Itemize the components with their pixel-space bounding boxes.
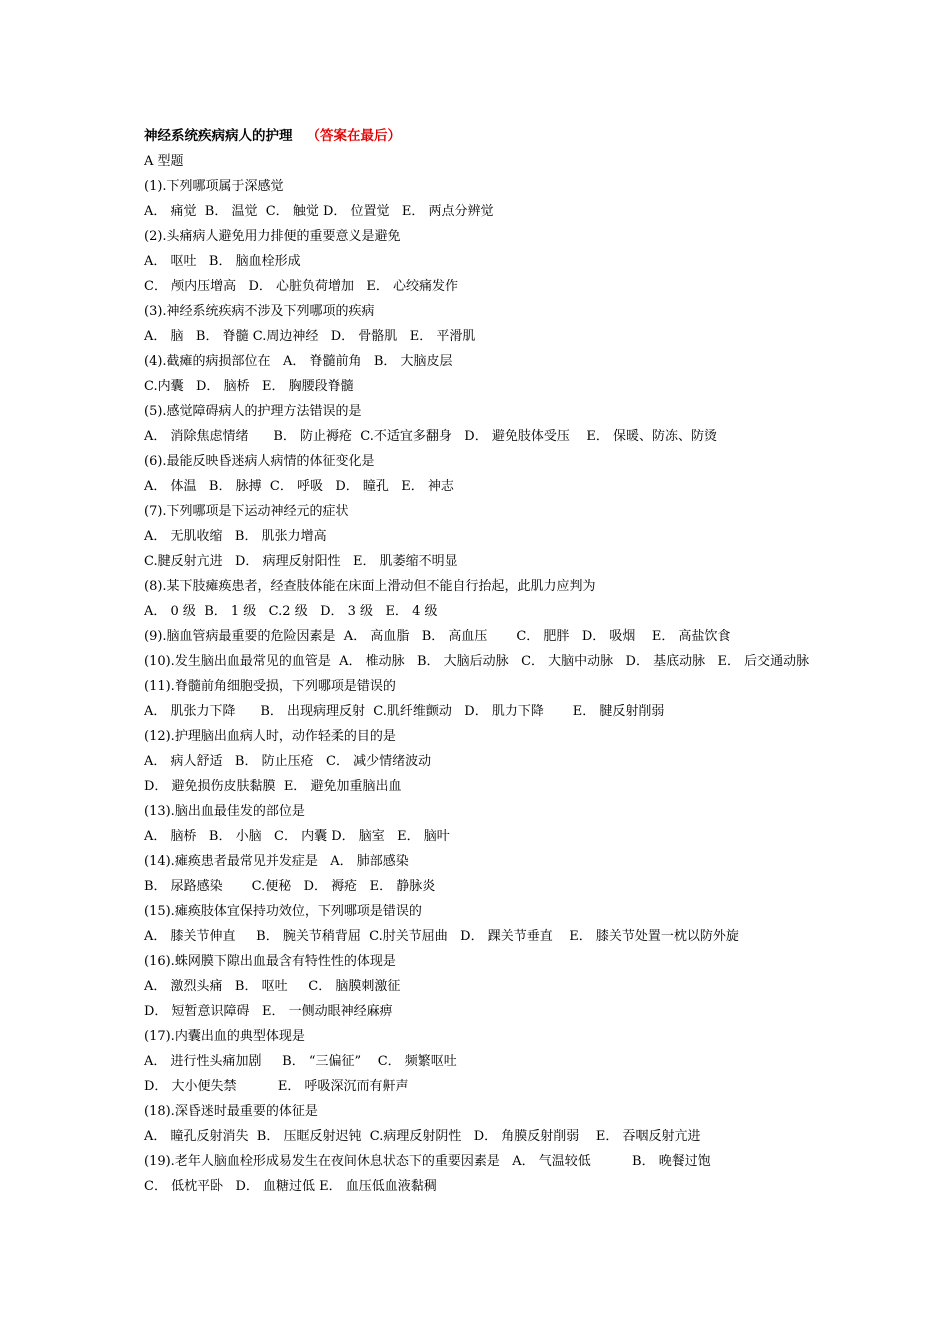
text-line: (12).护理脑出血病人时，动作轻柔的目的是 [144, 729, 396, 744]
text-line: (4).截瘫的病损部位在 A． 脊髓前角 B． 大脑皮层 [144, 354, 453, 369]
document-body [144, 124, 824, 1199]
question-list [144, 149, 824, 1199]
text-line: A． 呕吐 B． 脑血栓形成 [144, 254, 301, 269]
text-line: (2).头痛病人避免用力排便的重要意义是避免 [144, 229, 401, 244]
text-line: A． 脑桥 B． 小脑 C． 内囊 D． 脑室 E． 脑叶 [144, 829, 450, 844]
text-line: (7).下列哪项是下运动神经元的症状 [144, 504, 349, 519]
text-line: A． 病人舒适 B． 防止压疮 C． 减少情绪波动 [144, 754, 432, 769]
text-line: A． 体温 B． 脉搏 C． 呼吸 D． 瞳孔 E． 神志 [144, 479, 454, 494]
text-line: A． 无肌收缩 B． 肌张力增高 [144, 529, 327, 544]
text-line: A． 膝关节伸直 B． 腕关节稍背屈 C.肘关节屈曲 D． 踝关节垂直 E． 膝关节处置一枕以防外旋 [144, 929, 739, 944]
text-line: C． 颅内压增高 D． 心脏负荷增加 E． 心绞痛发作 [144, 279, 459, 294]
text-line: (9).脑血管病最重要的危险因素是 A． 高血脂 B． 高血压 C． 肥胖 D． 吸烟 E． 高盐饮食 [144, 629, 731, 644]
text-line: A． 进行性头痛加剧 B． “三偏征” C． 频繁呕吐 [144, 1054, 457, 1069]
text-line: A． 瞳孔反射消失 B． 压眶反射迟钝 C.病理反射阴性 D． 角膜反射削弱 E． 吞咽反射亢进 [144, 1129, 701, 1144]
text-line: A． 脑 B． 脊髓 C.周边神经 D． 骨骼肌 E． 平滑肌 [144, 329, 476, 344]
text-line: (6).最能反映昏迷病人病情的体征变化是 [144, 454, 375, 469]
text-line: (11).脊髓前角细胞受损，下列哪项是错误的 [144, 679, 396, 694]
document-title-line [144, 124, 824, 149]
text-line: D． 大小便失禁 E． 呼吸深沉而有鼾声 [144, 1079, 409, 1094]
text-line: A． 痛觉 B． 温觉 C． 触觉 D． 位置觉 E． 两点分辨觉 [144, 204, 494, 219]
text-line: (19).老年人脑血栓形成易发生在夜间休息状态下的重要因素是 A． 气温较低 B． 晚餐过饱 [144, 1154, 711, 1169]
text-line: D． 短暂意识障碍 E． 一侧动眼神经麻痹 [144, 1004, 393, 1019]
text-line: C.腱反射亢进 D． 病理反射阳性 E． 肌萎缩不明显 [144, 554, 458, 569]
text-line: A． 消除焦虑情绪 B． 防止褥疮 C.不适宜多翻身 D． 避免肢体受压 E． 保暖、防冻、防烫 [144, 429, 717, 444]
text-line: (16).蛛网膜下隙出血最含有特性性的体现是 [144, 954, 396, 969]
document-title: 神经系统疾病病人的护理 [144, 128, 293, 144]
text-line: (3).神经系统疾病不涉及下列哪项的疾病 [144, 304, 375, 319]
text-line: A． 激烈头痛 B． 呕吐 C． 脑膜刺激征 [144, 979, 401, 994]
text-line: A． 0 级 B． 1 级 C.2 级 D． 3 级 E． 4 级 [144, 604, 438, 619]
text-line: C.内囊 D． 脑桥 E． 胸腰段脊髓 [144, 379, 354, 394]
text-line: C． 低枕平卧 D． 血糖过低 E． 血压低血液黏稠 [144, 1179, 437, 1194]
text-line: (5).感觉障碍病人的护理方法错误的是 [144, 404, 362, 419]
text-line: (13).脑出血最佳发的部位是 [144, 804, 305, 819]
text-line: A． 肌张力下降 B． 出现病理反射 C.肌纤维颤动 D． 肌力下降 E． 腱反射削弱 [144, 704, 665, 719]
text-line: B． 尿路感染 C.便秘 D． 褥疮 E． 静脉炎 [144, 879, 436, 894]
text-line: (10).发生脑出血最常见的血管是 A． 椎动脉 B． 大脑后动脉 C． 大脑中动脉 D． 基底动脉 E． 后交通动脉 [144, 654, 810, 669]
text-line: (15).瘫痪肢体宜保持功效位，下列哪项是错误的 [144, 904, 422, 919]
text-line: (14).瘫痪患者最常见并发症是 A． 肺部感染 [144, 854, 409, 869]
text-line: (8).某下肢瘫痪患者，经查肢体能在床面上滑动但不能自行抬起，此肌力应判为 [144, 579, 596, 594]
text-line: A 型题 [144, 154, 184, 169]
text-line: D． 避免损伤皮肤黏膜 E． 避免加重脑出血 [144, 779, 402, 794]
text-line: (1).下列哪项属于深感觉 [144, 179, 284, 194]
answer-note: （答案在最后） [306, 128, 401, 144]
text-line: (17).内囊出血的典型体现是 [144, 1029, 305, 1044]
text-line: (18).深昏迷时最重要的体征是 [144, 1104, 318, 1119]
